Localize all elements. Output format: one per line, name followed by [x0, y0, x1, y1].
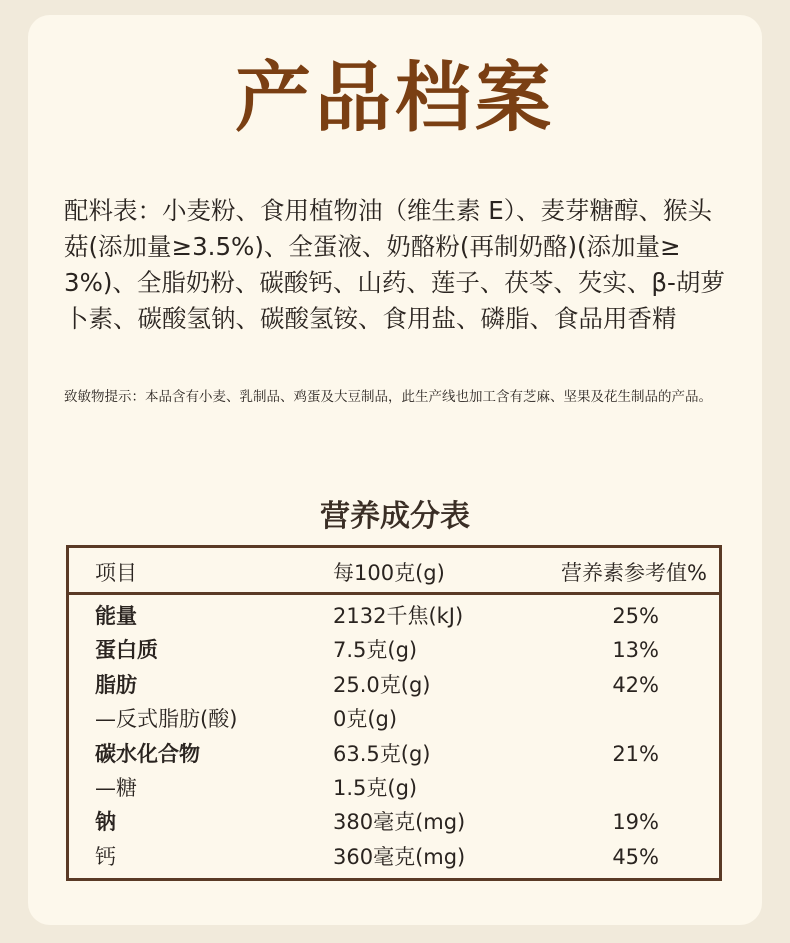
row-amount: 380毫克(mg) [333, 810, 466, 835]
row-amount: 360毫克(mg) [333, 844, 466, 869]
row-item: 钙 [95, 844, 116, 869]
row-amount: 63.5克(g) [333, 741, 431, 766]
table-row [69, 599, 719, 633]
row-item: —反式脂肪(酸) [95, 707, 238, 732]
row-amount: 2132千焦(kJ) [333, 604, 464, 628]
row-nrv: 25% [612, 604, 659, 628]
nutrition-title: 营养成分表 [320, 499, 470, 534]
header-item: 项目 [95, 561, 137, 585]
row-item: 钠 [95, 810, 116, 835]
row-nrv: 45% [612, 844, 659, 869]
nutrition-table [66, 545, 722, 881]
row-item: 蛋白质 [95, 638, 158, 663]
row-nrv: 42% [612, 672, 659, 697]
table-row [69, 840, 719, 874]
row-item: —糖 [95, 776, 137, 800]
nutrition-table-header [69, 548, 719, 595]
table-row [69, 633, 719, 667]
row-amount: 7.5克(g) [333, 638, 418, 663]
header-nrv: 营养素参考值% [561, 561, 707, 585]
table-row [69, 771, 719, 805]
header-amount: 每100克(g) [333, 561, 445, 585]
row-item: 能量 [95, 604, 137, 628]
table-row [69, 702, 719, 736]
row-item: 脂肪 [95, 672, 137, 697]
row-nrv: 19% [612, 810, 659, 835]
row-amount: 1.5克(g) [333, 776, 418, 800]
allergy-notice: 致敏物提示：本品含有小麦、乳制品、鸡蛋及大豆制品，此生产线也加工含有芝麻、坚果及花生制品的产品。 [64, 389, 712, 405]
row-amount: 0克(g) [333, 707, 398, 732]
page-title: 产品档案 [235, 53, 555, 142]
row-amount: 25.0克(g) [333, 672, 431, 697]
row-nrv: 21% [612, 741, 659, 766]
row-nrv: 13% [612, 638, 659, 663]
ingredients-text: 配料表：小麦粉、食用植物油（维生素 E）、麦芽糖醇、猴头菇(添加量≥3.5%)、全蛋液、奶酪粉(再制奶酪)(添加量≥3%)、全脂奶粉、碳酸钙、山药、莲子、茯苓、芡实、β-胡萝卜素、碳酸氢钠、碳酸氢铵、食用盐、磷脂、食品用香精 [64, 196, 725, 333]
row-item: 碳水化合物 [95, 741, 200, 766]
table-row [69, 737, 719, 771]
table-row [69, 805, 719, 839]
table-row [69, 668, 719, 702]
